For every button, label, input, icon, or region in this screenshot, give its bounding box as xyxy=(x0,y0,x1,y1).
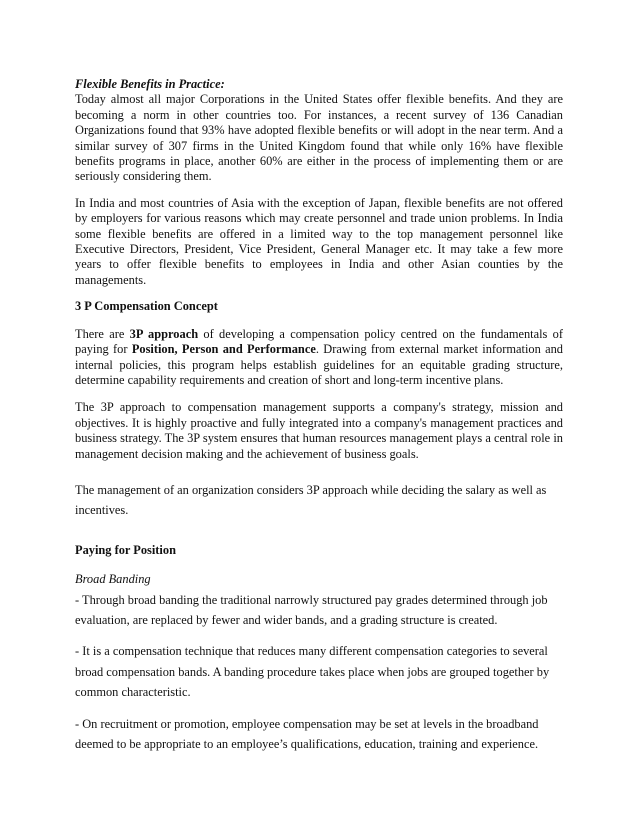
3p-text-a: There are xyxy=(75,326,130,341)
broad-banding-bullet-3: - On recruitment or promotion, employee compensation may be set at levels in the broadband deemed to be appropriate to an employee’s qualifications, education, training and experience. xyxy=(75,716,539,751)
flexible-benefits-heading: Flexible Benefits in Practice: xyxy=(75,77,225,91)
3p-text-c: of developing a compensation policy centred on the fundamentals of paying for xyxy=(75,326,563,357)
india-asia-paragraph: In India and most countries of Asia with the exception of Japan, flexible benefits are not offered by employers for various reasons which may create personnel and trade union problems. In India some flexible benefits are offered in a limited way to the top management personnel like Executive Directors, President, Vice President, General Manager etc. It may take a few more years to offer flexible benefits to employees in India and other Asian counties by the managements. xyxy=(75,195,563,287)
broad-banding-subheading: Broad Banding xyxy=(75,572,151,587)
3p-approach-paragraph xyxy=(75,327,563,389)
paying-for-position-heading: Paying for Position xyxy=(75,542,176,557)
3p-strategy-paragraph: The 3P approach to compensation management supports a company's strategy, mission and objectives. It is highly proactive and fully integrated into a company's management practices and business strategy. The 3P system ensures that human resources management plays a central role in management decision making and the achievement of business goals. xyxy=(75,400,563,461)
flexible-benefits-paragraph xyxy=(75,77,563,185)
3p-approach-bold: 3P approach xyxy=(129,326,199,341)
broad-banding-bullet-2: - It is a compensation technique that reduces many different compensation categories to several broad compensation bands. A banding procedure takes place when jobs are grouped together by common characteristic. xyxy=(75,644,550,700)
broad-banding-paragraph xyxy=(75,569,563,630)
3p-text-e: . Drawing from external market information and internal policies, this program helps establish guidelines for an equitable grading structure, determine capability requirements and creation of short and long-term incentive plans. xyxy=(75,342,563,387)
broad-banding-bullet-1: - Through broad banding the traditional narrowly structured pay grades determined through job evaluation, are replaced by fewer and wider bands, and a grading structure is created. xyxy=(75,592,548,627)
3p-compensation-heading: 3 P Compensation Concept xyxy=(75,299,218,314)
flexible-benefits-text: Today almost all major Corporations in the United States offer flexible benefits. And they are becoming a norm in other countries too. For instances, a recent survey of 136 Canadian Organizations found that 93% have adopted flexible benefits or will adopt in the near term. And a similar survey of 307 firms in the United Kingdom found that while only 16% have flexible benefits programs in place, another 60% are either in the process of implementing them or are seriously considering them. xyxy=(75,92,563,184)
position-person-performance-bold: Position, Person and Performance xyxy=(131,342,316,357)
document-page xyxy=(75,77,563,754)
3p-management-paragraph: The management of an organization considers 3P approach while deciding the salary as well as incentives. xyxy=(75,482,547,518)
